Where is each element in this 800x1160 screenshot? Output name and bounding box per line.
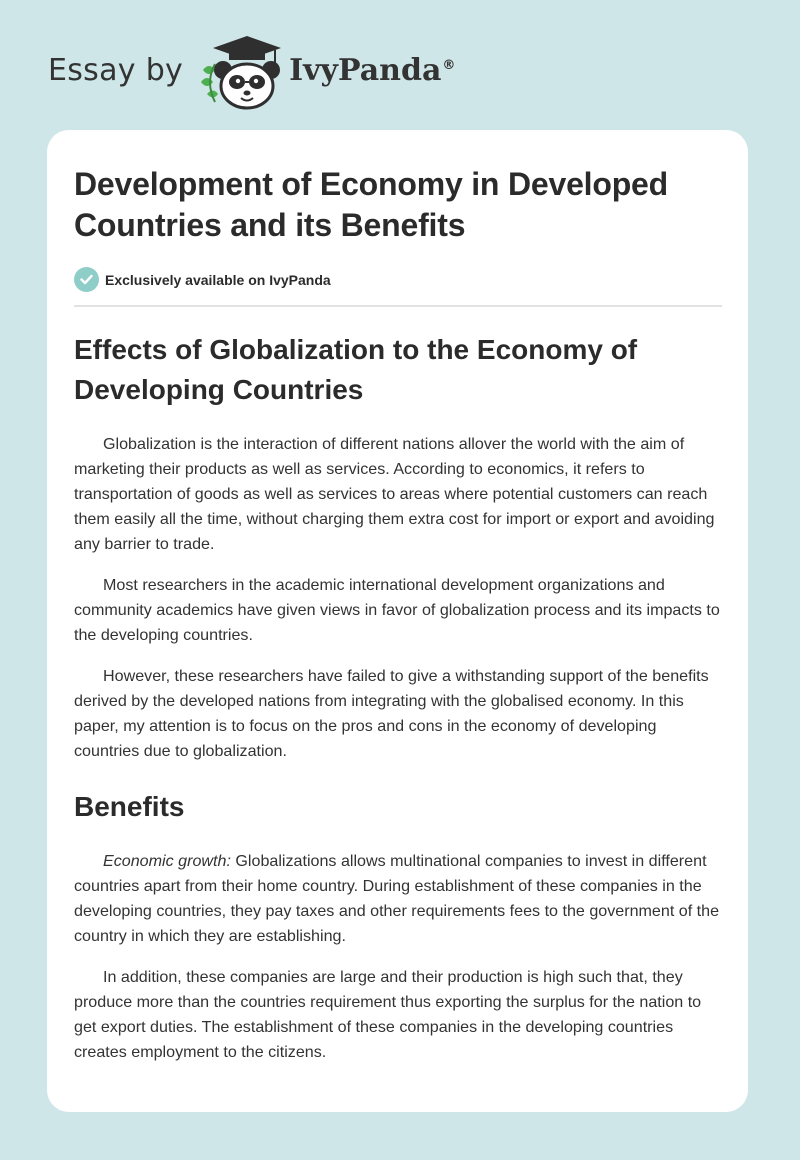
brand-prefix: Essay by xyxy=(48,52,184,88)
paragraph-lead: Economic growth: xyxy=(103,852,231,870)
paragraph: However, these researchers have failed to give a withstanding support of the benefits derived by the developed nations from integrating with the globalised economy. In this paper, my attention is to focus on the pros and cons in the economy of developing countries due to globalization. xyxy=(74,667,709,760)
paragraph: Globalization is the interaction of different nations allover the world with the aim of marketing their products as well as services. According to economics, it refers to transportation of goods as well as services to areas where potential customers can reach them easily all the time, without charging them extra cost for import or export and avoiding any barrier to trade. xyxy=(74,435,715,553)
paragraph: In addition, these companies are large and their production is high such that, they produce more than the countries requirement thus exporting the surplus for the nation to get export duties. The establishment of these companies in the developing countries creates employment to the citizens. xyxy=(74,968,702,1061)
brand-name: IvyPanda® xyxy=(289,52,456,88)
checkmark-icon xyxy=(74,267,99,292)
essay-card xyxy=(47,130,748,1112)
brand-header xyxy=(48,30,455,110)
paragraph xyxy=(74,849,722,949)
divider xyxy=(74,305,722,307)
registered-mark: ® xyxy=(442,57,456,73)
section-heading-benefits: Benefits xyxy=(74,791,185,822)
paragraph-body: Globalizations allows multinational companies to invest in different countries apart from their home country. During establishment of these companies in the developing countries, they pay taxes and other requirements fees to the government of the country in which they are establishing. xyxy=(74,852,720,945)
panda-graduate-icon xyxy=(195,30,287,110)
section-heading-globalization: Effects of Globalization to the Economy of Developing Countries xyxy=(74,334,638,405)
paragraph: Most researchers in the academic international development organizations and community academics have given views in favor of globalization process and its impacts to the developing countries. xyxy=(74,576,720,644)
exclusive-label: Exclusively available on IvyPanda xyxy=(105,271,331,288)
essay-title: Development of Economy in Developed Countries and its Benefits xyxy=(74,166,669,243)
exclusive-badge xyxy=(74,267,722,292)
